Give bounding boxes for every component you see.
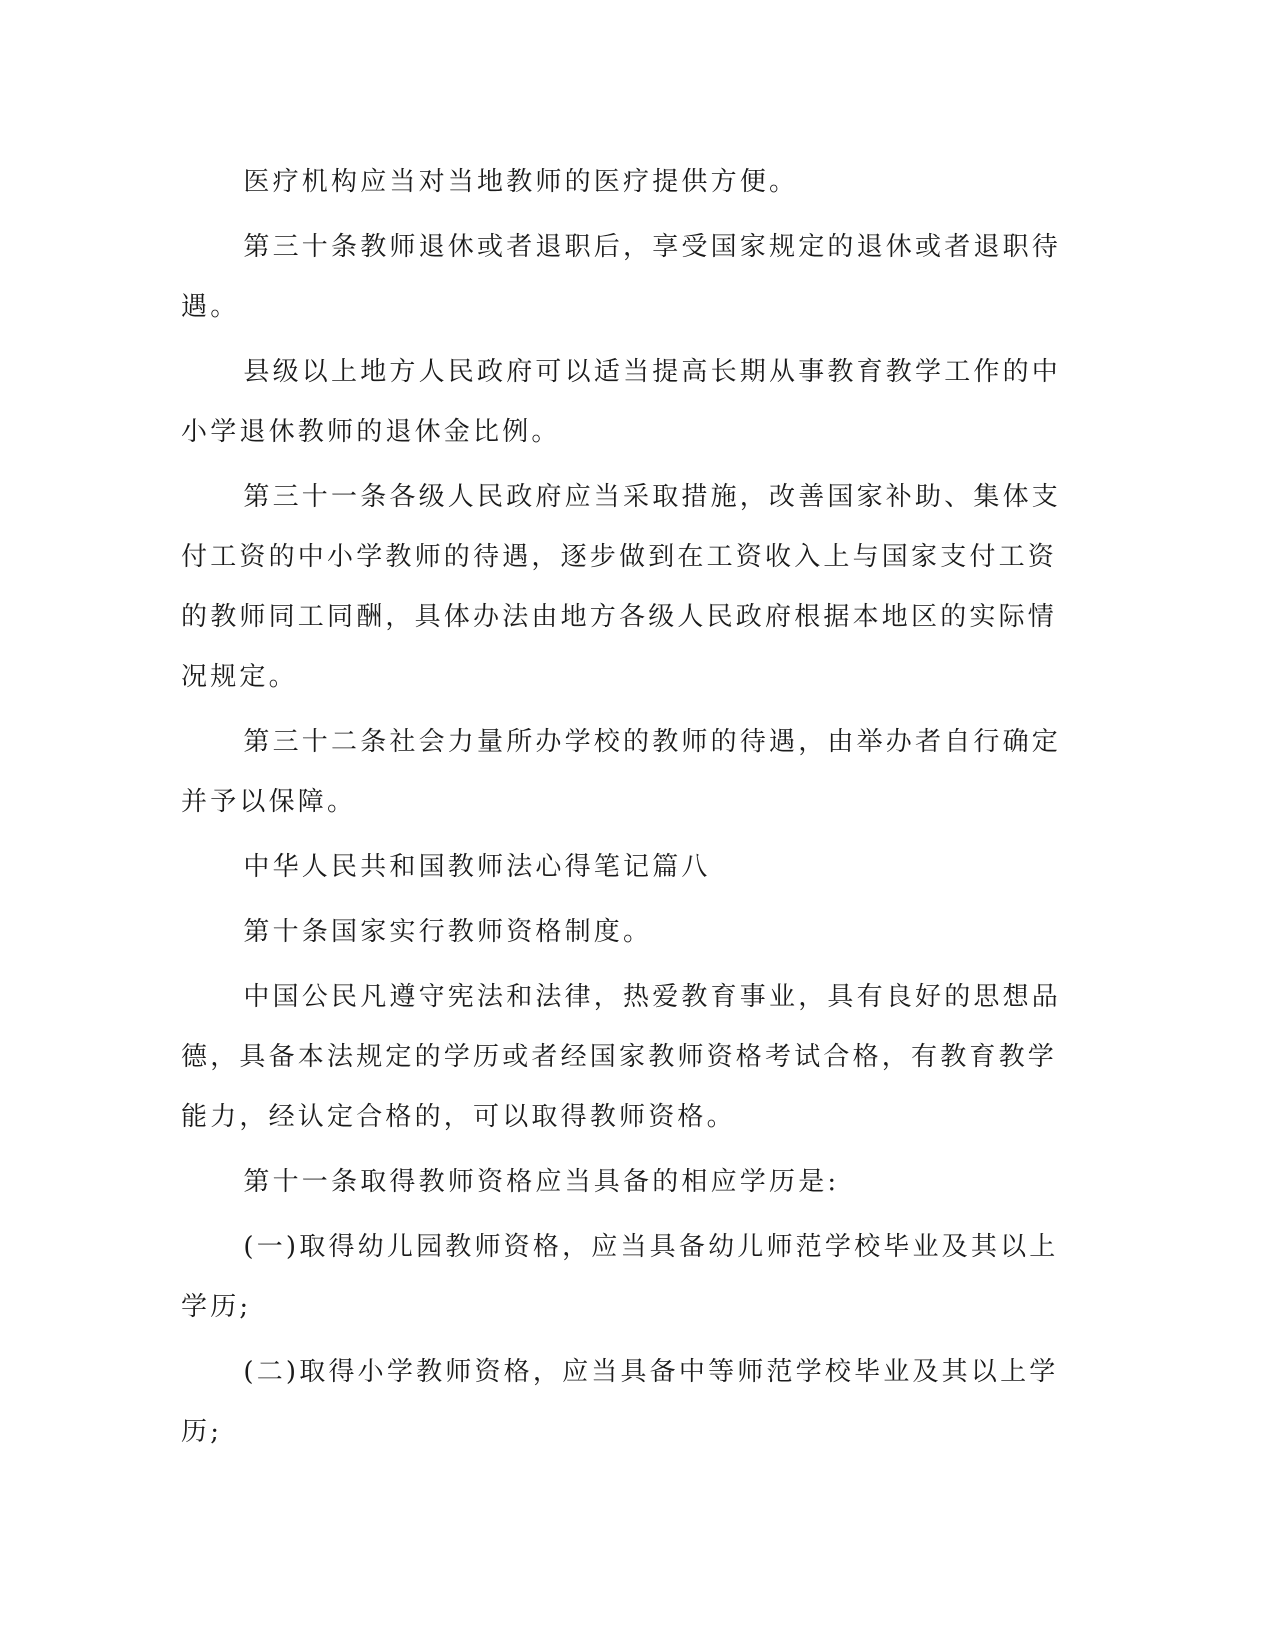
paragraph-article-30: 第三十条教师退休或者退职后，享受国家规定的退休或者退职待遇。: [181, 232, 1061, 322]
paragraph-qualification-conditions: 中国公民凡遵守宪法和法律，热爱教育事业，具有良好的思想品德，具备本法规定的学历或者经国家教师资格考试合格，有教育教学能力，经认定合格的，可以取得教师资格。: [181, 982, 1061, 1132]
list-item-primary-school: (二)取得小学教师资格，应当具备中等师范学校毕业及其以上学历;: [181, 1357, 1059, 1447]
paragraph-article-31: 第三十一条各级人民政府应当采取措施，改善国家补助、集体支付工资的中小学教师的待遇，逐步做到在工资收入上与国家支付工资的教师同工同酬，具体办法由地方各级人民政府根据本地区的实际情况规定。: [181, 482, 1061, 692]
list-item-kindergarten: (一)取得幼儿园教师资格，应当具备幼儿师范学校毕业及其以上学历;: [181, 1232, 1059, 1322]
paragraph-article-11: 第十一条取得教师资格应当具备的相应学历是:: [243, 1167, 840, 1197]
paragraph-article-32: 第三十二条社会力量所办学校的教师的待遇，由举办者自行确定并予以保障。: [181, 727, 1061, 817]
section-heading: 中华人民共和国教师法心得笔记篇八: [243, 852, 711, 882]
document-body: [181, 152, 1061, 1467]
paragraph-retirement-pension: 县级以上地方人民政府可以适当提高长期从事教育教学工作的中小学退休教师的退休金比例。: [181, 357, 1061, 447]
paragraph-article-10: 第十条国家实行教师资格制度。: [243, 917, 653, 947]
paragraph-medical-convenience: 医疗机构应当对当地教师的医疗提供方便。: [243, 167, 799, 197]
